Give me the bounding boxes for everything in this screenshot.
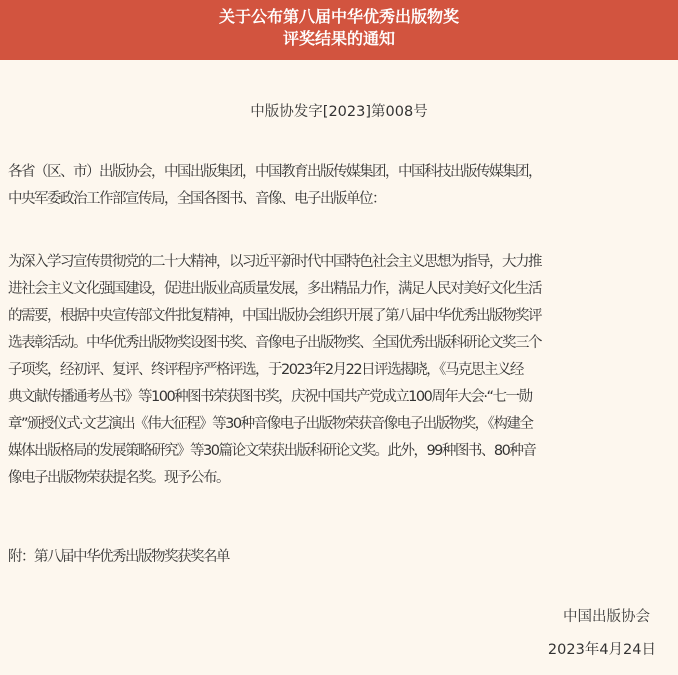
attachment-text: 附：第八届中华优秀出版物奖获奖名单 [8, 549, 229, 565]
title-line-1: 关于公布第八届中华优秀出版物奖 [218, 7, 459, 26]
addressee-paragraph [8, 159, 672, 213]
body-line: 像电子出版物荣获提名奖。现予公布。 [8, 470, 229, 486]
body-line: 子项奖，经初评、复评、终评程序严格评选，于2023年2月22日评选揭晓，《马克思主义经 [8, 362, 523, 378]
addressee-line: 中央军委政治工作部宣传局，全国各图书、音像、电子出版单位： [8, 191, 385, 207]
body-line: 的需要，根据中央宣传部文件批复精神，中国出版协会组织开展了第八届中华优秀出版物奖评 [8, 308, 541, 324]
body-line: 典文献传播通考丛书》等100种图书荣获图书奖，庆祝中国共产党成立100周年大会·“七一勋 [8, 389, 532, 405]
body-line: 章”颁授仪式·文艺演出《伟大征程》等30种音像电子出版物荣获音像电子出版物奖，《构建全 [8, 416, 533, 432]
body-line: 进社会主义文化强国建设，促进出版业高质量发展，多出精品力作，满足人民对美好文化生活 [8, 281, 541, 297]
title-line-2: 评奖结果的通知 [282, 29, 395, 48]
body-paragraph [8, 249, 672, 492]
body-line: 为深入学习宣传贯彻党的二十大精神，以习近平新时代中国特色社会主义思想为指导，大力推 [8, 254, 541, 270]
addressee-line: 各省（区、市）出版协会，中国出版集团，中国教育出版传媒集团，中国科技出版传媒集团， [8, 164, 541, 180]
title-banner [0, 0, 678, 60]
signature-organization: 中国出版协会 [563, 609, 650, 625]
body-line: 选表彰活动。中华优秀出版物奖设图书奖、音像电子出版物奖、全国优秀出版科研论文奖三个 [8, 335, 541, 351]
body-line: 媒体出版格局的发展策略研究》等30篇论文荣获出版科研论文奖。此外，99种图书、80种音 [8, 443, 536, 459]
document-number: 中版协发字[2023]第008号 [250, 104, 428, 120]
signature-date: 2023年4月24日 [547, 642, 656, 658]
attachment-note [8, 544, 672, 571]
